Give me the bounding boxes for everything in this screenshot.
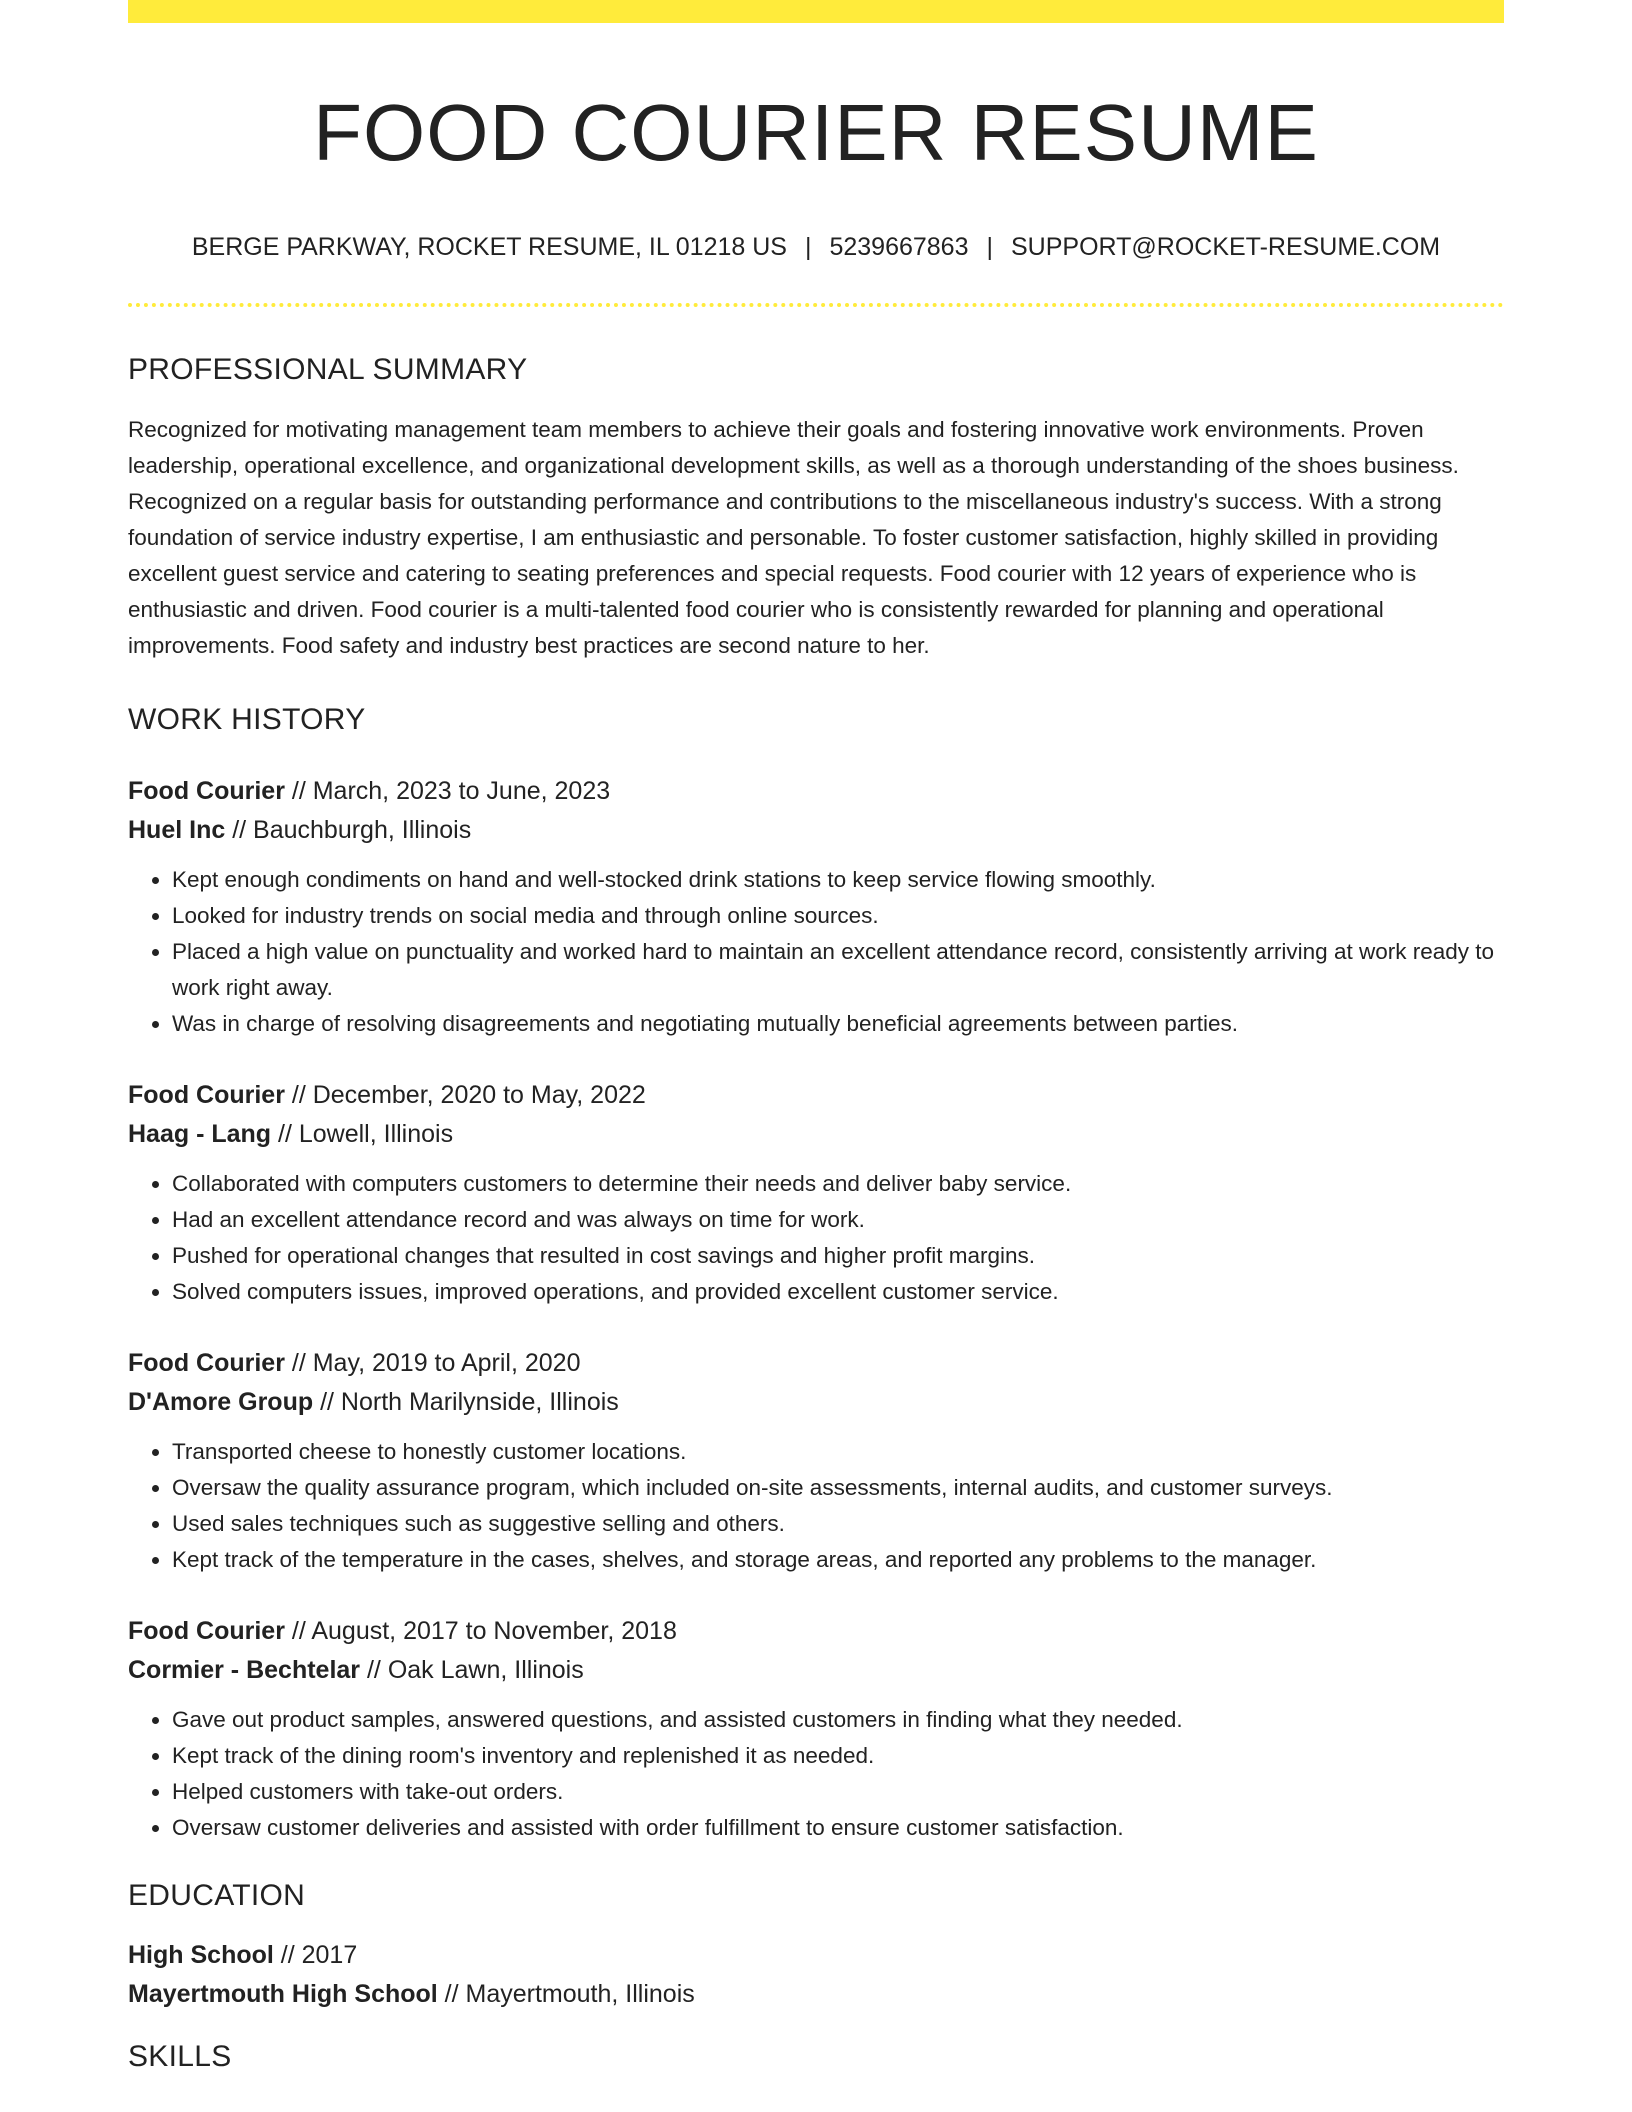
- duty-item: • Transported cheese to honestly customer locations.: [172, 1434, 1504, 1470]
- job-location: // Oak Lawn, Illinois: [360, 1656, 584, 1684]
- job-title: Food Courier: [128, 1081, 285, 1109]
- work-history-heading: WORK HISTORY: [128, 703, 366, 736]
- job-dates: // May, 2019 to April, 2020: [284, 1349, 581, 1377]
- job-title: Food Courier: [128, 1617, 285, 1645]
- contact-phone: 5239667863: [829, 233, 969, 261]
- job-title-line: [128, 1076, 1504, 1115]
- duty-item: • Kept track of the temperature in the cases, shelves, and storage areas, and reported any problems to the manager.: [172, 1542, 1504, 1578]
- duty-item: • Kept track of the dining room's inventory and replenished it as needed.: [172, 1738, 1504, 1774]
- duty-item: • Looked for industry trends on social media and through online sources.: [172, 898, 1504, 934]
- dotted-divider: [128, 303, 1504, 307]
- job-company: Haag - Lang: [128, 1120, 272, 1148]
- job-company: Cormier - Bechtelar: [128, 1656, 361, 1684]
- education-degree-line: [128, 1936, 1504, 1975]
- job-title: Food Courier: [128, 777, 285, 805]
- job-company-line: [128, 811, 1504, 850]
- duty-item: • Placed a high value on punctuality and worked hard to maintain an excellent attendance record, consistently arriving at work ready to work right away.: [172, 934, 1504, 1006]
- resume-page: [128, 0, 1504, 2075]
- duty-item: • Was in charge of resolving disagreements and negotiating mutually beneficial agreements between parties.: [172, 1006, 1504, 1042]
- duty-item: • Oversaw the quality assurance program, which included on-site assessments, internal audits, and customer surveys.: [172, 1470, 1504, 1506]
- duty-item: • Solved computers issues, improved operations, and provided excellent customer service.: [172, 1274, 1504, 1310]
- job-title: Food Courier: [128, 1349, 285, 1377]
- resume-title: FOOD COURIER RESUME: [313, 88, 1319, 177]
- duty-item: • Collaborated with computers customers to determine their needs and deliver baby service.: [172, 1166, 1504, 1202]
- education-year: // 2017: [273, 1941, 358, 1969]
- job-location: // Lowell, Illinois: [271, 1120, 454, 1148]
- duty-item: • Kept enough condiments on hand and well-stocked drink stations to keep service flowing smoothly.: [172, 862, 1504, 898]
- job-dates: // December, 2020 to May, 2022: [284, 1081, 646, 1109]
- job-duties: [128, 862, 1504, 1042]
- summary-heading: PROFESSIONAL SUMMARY: [128, 353, 528, 386]
- duty-item: • Had an excellent attendance record and was always on time for work.: [172, 1202, 1504, 1238]
- job-entry: [128, 1076, 1504, 1310]
- accent-top-bar: [128, 0, 1504, 23]
- job-entry: [128, 1612, 1504, 1846]
- summary-text: Recognized for motivating management team members to achieve their goals and fostering innovative work environments. Proven leadership, operational excellence, and organizational development skills, as well as a thorough understanding of the shoes business. Recognized on a regular basis for outstanding performance and contributions to the miscellaneous industry's success. With a strong foundation of service industry expertise, I am enthusiastic and personable. To foster customer satisfaction, highly skilled in providing excellent guest service and catering to seating preferences and special requests. Food courier with 12 years of experience who is enthusiastic and driven. Food courier is a multi-talented food courier who is consistently rewarded for planning and operational improvements. Food safety and industry best practices are second nature to her.: [128, 417, 1459, 658]
- job-title-line: [128, 772, 1504, 811]
- job-duties: [128, 1166, 1504, 1310]
- contact-separator: |: [986, 233, 993, 261]
- job-company: Huel Inc: [128, 816, 226, 844]
- job-dates: // March, 2023 to June, 2023: [284, 777, 611, 805]
- duty-item: • Helped customers with take-out orders.: [172, 1774, 1504, 1810]
- job-company-line: [128, 1651, 1504, 1690]
- job-company-line: [128, 1115, 1504, 1154]
- job-duties: [128, 1702, 1504, 1846]
- job-entry: [128, 1344, 1504, 1578]
- job-dates: // August, 2017 to November, 2018: [284, 1617, 677, 1645]
- job-location: // North Marilynside, Illinois: [313, 1388, 619, 1416]
- duty-item: • Oversaw customer deliveries and assisted with order fulfillment to ensure customer satisfaction.: [172, 1810, 1504, 1846]
- skills-heading: SKILLS: [128, 2040, 232, 2073]
- contact-line: [128, 231, 1504, 263]
- contact-address: BERGE PARKWAY, ROCKET RESUME, IL 01218 US: [191, 233, 787, 261]
- contact-separator: |: [804, 233, 812, 261]
- duty-item: • Gave out product samples, answered questions, and assisted customers in finding what they needed.: [172, 1702, 1504, 1738]
- duty-item: • Pushed for operational changes that resulted in cost savings and higher profit margins.: [172, 1238, 1504, 1274]
- education-school: Mayertmouth High School: [128, 1980, 438, 2008]
- education-location: // Mayertmouth, Illinois: [437, 1980, 695, 2008]
- education-school-line: [128, 1975, 1504, 2014]
- job-title-line: [128, 1612, 1504, 1651]
- education-entry: [128, 1936, 1504, 2014]
- job-company-line: [128, 1383, 1504, 1422]
- job-title-line: [128, 1344, 1504, 1383]
- job-company: D'Amore Group: [128, 1388, 314, 1416]
- duty-item: • Used sales techniques such as suggestive selling and others.: [172, 1506, 1504, 1542]
- contact-email: SUPPORT@ROCKET-RESUME.COM: [1011, 233, 1441, 261]
- job-entry: [128, 772, 1504, 1042]
- job-location: // Bauchburgh, Illinois: [225, 816, 472, 844]
- job-duties: [128, 1434, 1504, 1578]
- education-heading: EDUCATION: [128, 1879, 306, 1912]
- education-degree: High School: [128, 1941, 274, 1969]
